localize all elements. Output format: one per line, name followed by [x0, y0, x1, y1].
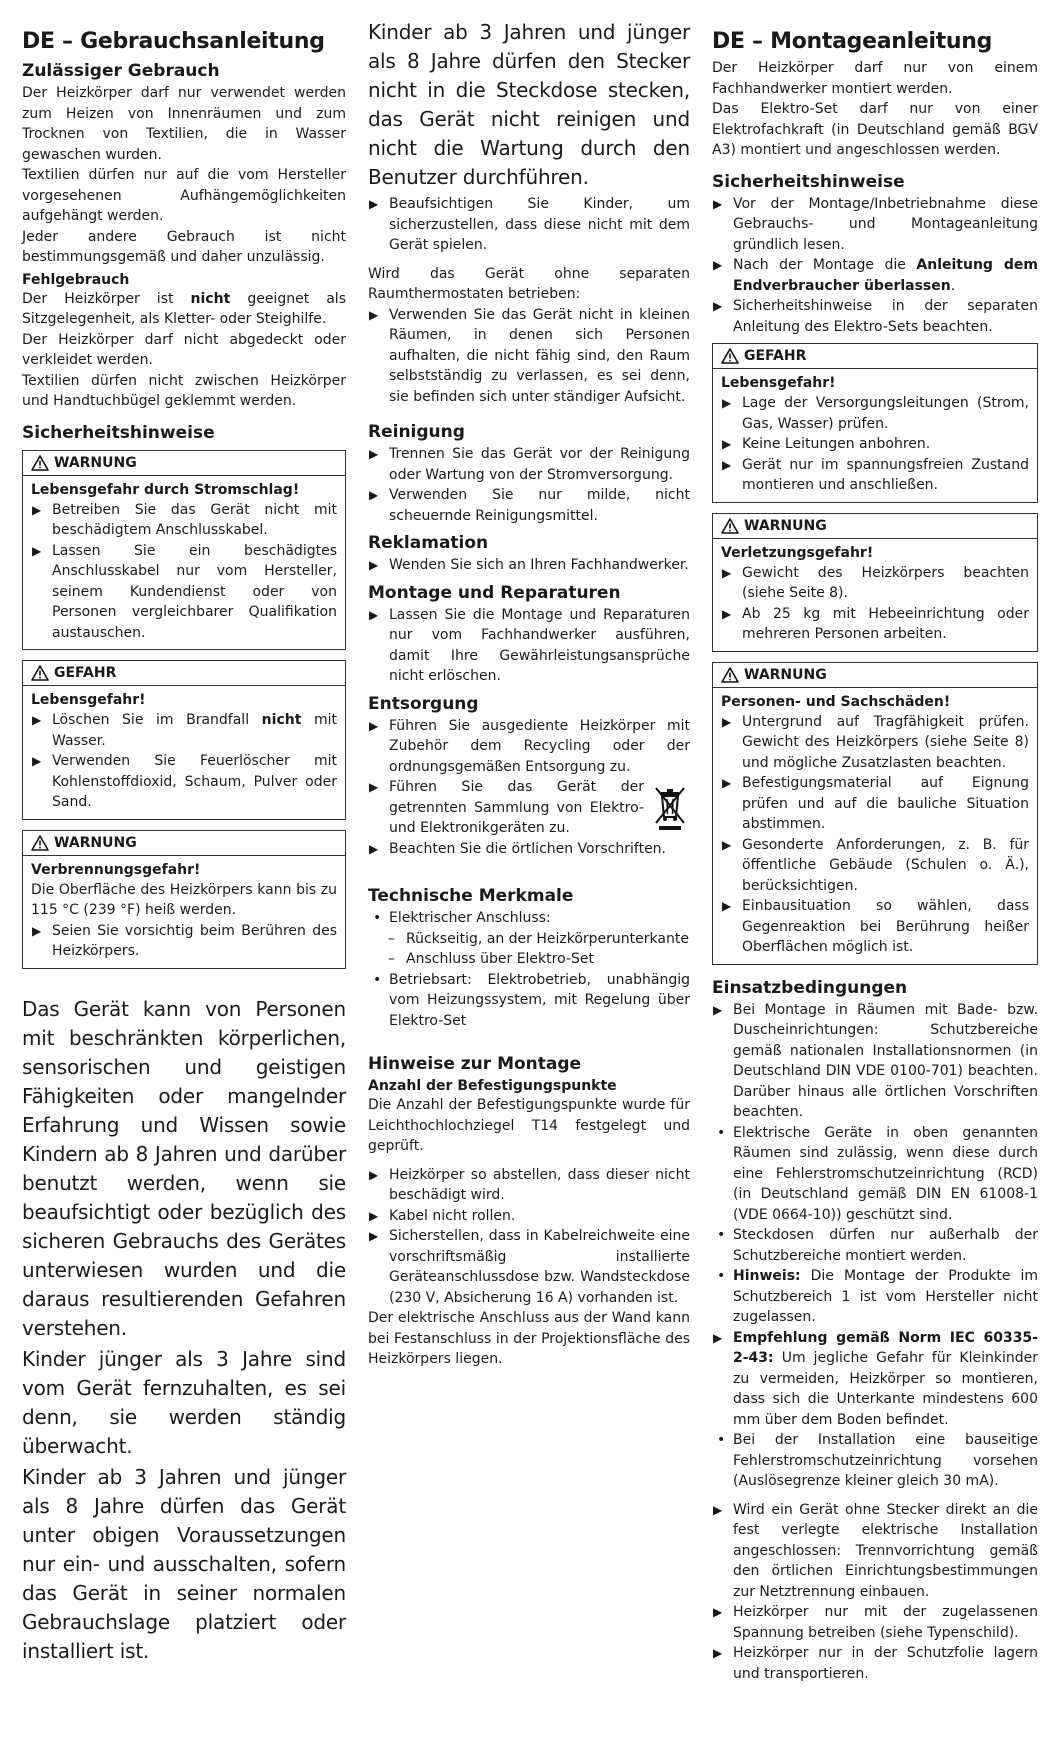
dash-list [368, 929, 690, 970]
heading-reinigung: Reinigung [368, 422, 465, 442]
list-item: ▶ Seien Sie vorsichtig beim Berühren des Heizkörpers. [31, 921, 337, 962]
list-item: ▶ Nach der Montage die Anleitung dem Endverbraucher überlassen. [712, 255, 1038, 296]
list-item: ▶ Vor der Montage/Inbetriebnahme diese Gebrauchs- und Montageanleitung gründlich lesen. [712, 194, 1038, 256]
weee-crossed-bin-icon [650, 783, 690, 831]
list-item: ▶ Gesonderte Anforderungen, z. B. für öffentliche Gebäude (Schulen o. Ä.), berücksichtigen. [721, 835, 1029, 897]
page-title: DE – Montageanleitung [712, 29, 993, 54]
bullet-list [721, 393, 1029, 496]
list-item: ▶ Löschen Sie im Brandfall nicht mit Wasser. [31, 710, 337, 751]
warning-triangle-icon [31, 455, 49, 471]
paragraph-large: Kinder jünger als 3 Jahre sind vom Gerät fernzuhalten, es sei denn, sie werden ständig überwacht. [22, 1346, 346, 1458]
warning-box [22, 830, 346, 969]
list-item: ▶ Betreiben Sie das Gerät nicht mit beschädigtem Anschlusskabel. [31, 500, 337, 541]
paragraph: Der Heizkörper ist nicht geeignet als Sitzgelegenheit, als Kletter- oder Steighilfe. [22, 290, 346, 327]
bullet-list [712, 1430, 1038, 1492]
warning-triangle-icon [721, 518, 739, 534]
paragraph: Textilien dürfen nicht zwischen Heizkörper und Handtuchbügel geklemmt werden. [22, 372, 346, 409]
bullet-list [368, 839, 690, 860]
paragraph: Das Elektro-Set darf nur von einer Elektrofachkraft (in Deutschland gemäß BGV A3) montiert und angeschlossen werden. [712, 101, 1038, 158]
bullet-list [368, 605, 690, 687]
list-item: ▶ Verwenden Sie nur milde, nicht scheuernde Reinigungsmittel. [368, 485, 690, 526]
box-label: WARNUNG [744, 517, 827, 534]
list-item: • Elektrische Geräte in oben genannten Räumen sind zulässig, wenn diese durch eine Fehlerstromschutzeinrichtung (RCD) (in Deutschland gemäß DIN EN 61008-1 (VDE 0664-10)) geschützt sind. [712, 1123, 1038, 1226]
heading-zulaessiger-gebrauch: Zulässiger Gebrauch [22, 61, 220, 81]
list-item: ▶ Lassen Sie ein beschädigtes Anschlusskabel nur vom Hersteller, seinem Kundendienst oder von Personen vergleichbarer Qualifikation austauschen. [31, 541, 337, 644]
list-item: ▶ Beachten Sie die örtlichen Vorschriften. [368, 839, 690, 860]
list-item: ▶ Führen Sie ausgediente Heizkörper mit Zubehör dem Recycling oder der ordnungsgemäßen Entsorgung zu. [368, 716, 690, 778]
paragraph: Der elektrische Anschluss aus der Wand kann bei Festanschluss in der Projektionsfläche des Heizkörpers liegen. [368, 1310, 690, 1367]
list-item: ▶ Sicherstellen, dass in Kabelreichweite eine vorschriftsmäßig installierte Geräteanschlussdose bzw. Wandsteckdose (230 V, Absicherung 16 A) vorhanden ist. [368, 1226, 690, 1308]
warning-box [712, 513, 1038, 652]
heading-einsatzbedingungen: Einsatzbedingungen [712, 977, 908, 998]
list-item: ▶ Heizkörper nur mit der zugelassenen Spannung betreiben (siehe Typenschild). [712, 1602, 1038, 1643]
box-label: WARNUNG [54, 834, 137, 851]
list-item: ▶ Verwenden Sie das Gerät nicht in kleinen Räumen, in denen sich Personen aufhalten, die nicht fähig sind, den Raum selbstständig zu verlassen, es sei denn, sie befinden sich unter ständiger Aufsicht. [368, 305, 690, 408]
list-item: ▶ Einbausituation so wählen, dass Gegenreaktion bei Berührung heißer Oberflächen möglich ist. [721, 896, 1029, 958]
box-subheading: Verbrennungsgefahr! [31, 861, 201, 878]
list-item: ▶ Bei Montage in Räumen mit Bade- bzw. Duscheinrichtungen: Schutzbereiche gemäß nationalen Installationsnormen (in Deutschland DIN VDE 0100-701) beachten. Darüber hinaus alle örtlichen Vorschriften beachten. [712, 1000, 1038, 1123]
box-label: GEFAHR [744, 348, 807, 364]
bullet-list [368, 305, 690, 408]
warning-box [712, 662, 1038, 965]
paragraph-large: Das Gerät kann von Personen mit beschränkten körperlichen, sensorischen und geistigen Fähigkeiten oder mangelnder Erfahrung und Wissen sowie Kindern ab 8 Jahren und darüber benutzt werden, wenn sie beaufsichtigt oder bezüglich des sicheren Gebrauchs des Gerätes unterwiesen wurden und die daraus resultierenden Gefahren verstehen. [22, 996, 346, 1340]
paragraph: Wird das Gerät ohne separaten Raumthermostaten betrieben: [368, 265, 690, 302]
list-item: – Rückseitig, an der Heizkörperunterkante [385, 929, 690, 950]
column-gebrauchsanleitung-cont [368, 18, 690, 1370]
list-item: • Elektrischer Anschluss: [368, 908, 690, 929]
list-item: ▶ Gerät nur im spannungsfreien Zustand montieren und anschließen. [721, 455, 1029, 496]
bullet-list [368, 444, 690, 526]
list-item: ▶ Trennen Sie das Gerät vor der Reinigung oder Wartung von der Stromversorgung. [368, 444, 690, 485]
box-label: GEFAHR [54, 665, 117, 681]
box-subheading: Lebensgefahr durch Stromschlag! [31, 481, 300, 498]
paragraph: Die Oberfläche des Heizkörpers kann bis zu 115 °C (239 °F) heiß werden. [31, 881, 337, 918]
heading-reklamation: Reklamation [368, 533, 489, 553]
list-item: ▶ Befestigungsmaterial auf Eignung prüfen und auf die bauliche Situation abstimmen. [721, 773, 1029, 835]
bullet-list [368, 970, 690, 1032]
bullet-list [721, 563, 1029, 645]
bullet-list [31, 710, 337, 813]
list-item: • Bei der Installation eine bauseitige Fehlerstromschutzeinrichtung vorsehen (Auslösegrenze kleiner gleich 30 mA). [712, 1430, 1038, 1492]
list-item: ▶ Kabel nicht rollen. [368, 1206, 690, 1227]
list-item: ▶ Lage der Versorgungsleitungen (Strom, Gas, Wasser) prüfen. [721, 393, 1029, 434]
bullet-list [368, 716, 690, 778]
heading-anzahl-befestigungspunkte: Anzahl der Befestigungspunkte [368, 1078, 617, 1094]
list-item: ▶ Heizkörper nur in der Schutzfolie lagern und transportieren. [712, 1643, 1038, 1684]
bullet-list [368, 1165, 690, 1309]
list-item: ▶ Empfehlung gemäß Norm IEC 60335-2-43: Um jegliche Gefahr für Kleinkinder zu vermeiden, Heizkörper so montieren, dass sich die Unterkante mindestens 600 mm über dem Boden befindet. [712, 1328, 1038, 1431]
list-item: – Anschluss über Elektro-Set [385, 949, 690, 970]
list-item: ▶ Wenden Sie sich an Ihren Fachhandwerker. [368, 555, 690, 576]
box-subheading: Lebensgefahr! [721, 375, 836, 391]
box-label: WARNUNG [54, 454, 137, 471]
list-item: ▶ Gewicht des Heizkörpers beachten (siehe Seite 8). [721, 563, 1029, 604]
list-item: ▶ Ab 25 kg mit Hebeeinrichtung oder mehreren Personen arbeiten. [721, 604, 1029, 645]
bullet-list [712, 1123, 1038, 1328]
list-item: • Betriebsart: Elektrobetrieb, unabhängig vom Heizungssystem, mit Regelung über Elektro-Set [368, 970, 690, 1032]
list-item: • Hinweis: Die Montage der Produkte im Schutzbereich 1 ist vom Hersteller nicht zugelassen. [712, 1266, 1038, 1328]
warning-box [22, 450, 346, 651]
list-item: ▶ Sicherheitshinweise in der separaten Anleitung des Elektro-Sets beachten. [712, 296, 1038, 337]
box-subheading: Personen- und Sachschäden! [721, 693, 951, 710]
heading-technische-merkmale: Technische Merkmale [368, 886, 574, 906]
heading-sicherheitshinweise: Sicherheitshinweise [712, 171, 905, 192]
bullet-list [31, 500, 337, 644]
list-item: ▶ Heizkörper so abstellen, dass dieser nicht beschädigt wird. [368, 1165, 690, 1206]
paragraph: Textilien dürfen nur auf die vom Hersteller vorgesehenen Aufhängemöglichkeiten aufgehängt werden. [22, 167, 346, 224]
danger-box [712, 343, 1038, 503]
box-label: WARNUNG [744, 666, 827, 683]
paragraph-large: Kinder ab 3 Jahren und jünger als 8 Jahre dürfen das Gerät unter obigen Voraussetzungen nur ein- und ausschalten, sofern das Gerät in seiner normalen Gebrauchslage platziert oder installiert ist. [22, 1464, 346, 1663]
bullet-list [368, 777, 644, 839]
column-montageanleitung [712, 28, 1038, 1684]
list-item: ▶ Beaufsichtigen Sie Kinder, um sicherzustellen, dass diese nicht mit dem Gerät spielen. [368, 194, 690, 256]
warning-triangle-icon [31, 665, 49, 681]
column-gebrauchsanleitung [22, 28, 346, 1666]
page-title: DE – Gebrauchsanleitung [22, 29, 325, 54]
list-item: ▶ Verwenden Sie Feuerlöscher mit Kohlenstoffdioxid, Schaum, Pulver oder Sand. [31, 751, 337, 813]
list-item: • Steckdosen dürfen nur außerhalb der Schutzbereiche montiert werden. [712, 1225, 1038, 1266]
bullet-list [712, 1328, 1038, 1431]
bullet-list [368, 194, 690, 256]
bullet-list [712, 1500, 1038, 1685]
bullet-list [712, 1000, 1038, 1123]
heading-hinweise-montage: Hinweise zur Montage [368, 1054, 582, 1074]
paragraph-large: Kinder ab 3 Jahren und jünger als 8 Jahre dürfen den Stecker nicht in die Steckdose stecken, das Gerät nicht reinigen und nicht die Wartung durch den Benutzer durchführen. [368, 20, 690, 189]
paragraph: Die Anzahl der Befestigungspunkte wurde für Leichthochlochziegel T14 festgelegt und geprüft. [368, 1097, 690, 1154]
bullet-list [31, 921, 337, 962]
paragraph: Der Heizkörper darf nicht abgedeckt oder verkleidet werden. [22, 331, 346, 368]
paragraph: Der Heizkörper darf nur von einem Fachhandwerker montiert werden. [712, 60, 1038, 97]
box-subheading: Verletzungsgefahr! [721, 544, 874, 561]
warning-triangle-icon [31, 835, 49, 851]
bullet-list [712, 194, 1038, 338]
bullet-list [368, 908, 690, 929]
heading-entsorgung: Entsorgung [368, 693, 479, 714]
paragraph: Jeder andere Gebrauch ist nicht bestimmungsgemäß und daher unzulässig. [22, 228, 346, 265]
list-item: ▶ Keine Leitungen anbohren. [721, 434, 1029, 455]
list-item: ▶ Lassen Sie die Montage und Reparaturen nur vom Fachhandwerker ausführen, damit Ihre Gewährleistungsansprüche nicht erlöschen. [368, 605, 690, 687]
heading-sicherheitshinweise: Sicherheitshinweise [22, 422, 215, 443]
warning-triangle-icon [721, 667, 739, 683]
bullet-list [721, 712, 1029, 958]
heading-montage-reparaturen: Montage und Reparaturen [368, 582, 621, 603]
danger-box [22, 660, 346, 820]
list-item: ▶ Führen Sie das Gerät der getrennten Sammlung von Elektro- und Elektronikgeräten zu. [368, 777, 644, 839]
list-item: ▶ Untergrund auf Tragfähigkeit prüfen. Gewicht des Heizkörpers (siehe Seite 8) und mögliche Zusatzlasten beachten. [721, 712, 1029, 774]
paragraph: Der Heizkörper darf nur verwendet werden zum Heizen von Innenräumen und zum Trocknen von Textilien, die in Wasser gewaschen wurden. [22, 85, 346, 163]
heading-fehlgebrauch: Fehlgebrauch [22, 271, 130, 288]
warning-triangle-icon [721, 348, 739, 364]
list-item: ▶ Wird ein Gerät ohne Stecker direkt an die fest verlegte elektrische Installation angeschlossen: Trennvorrichtung gemäß den örtlichen Einrichtungsbestimmungen zur Netztrennung einbauen. [712, 1500, 1038, 1603]
bullet-list [368, 555, 690, 576]
box-subheading: Lebensgefahr! [31, 692, 146, 708]
